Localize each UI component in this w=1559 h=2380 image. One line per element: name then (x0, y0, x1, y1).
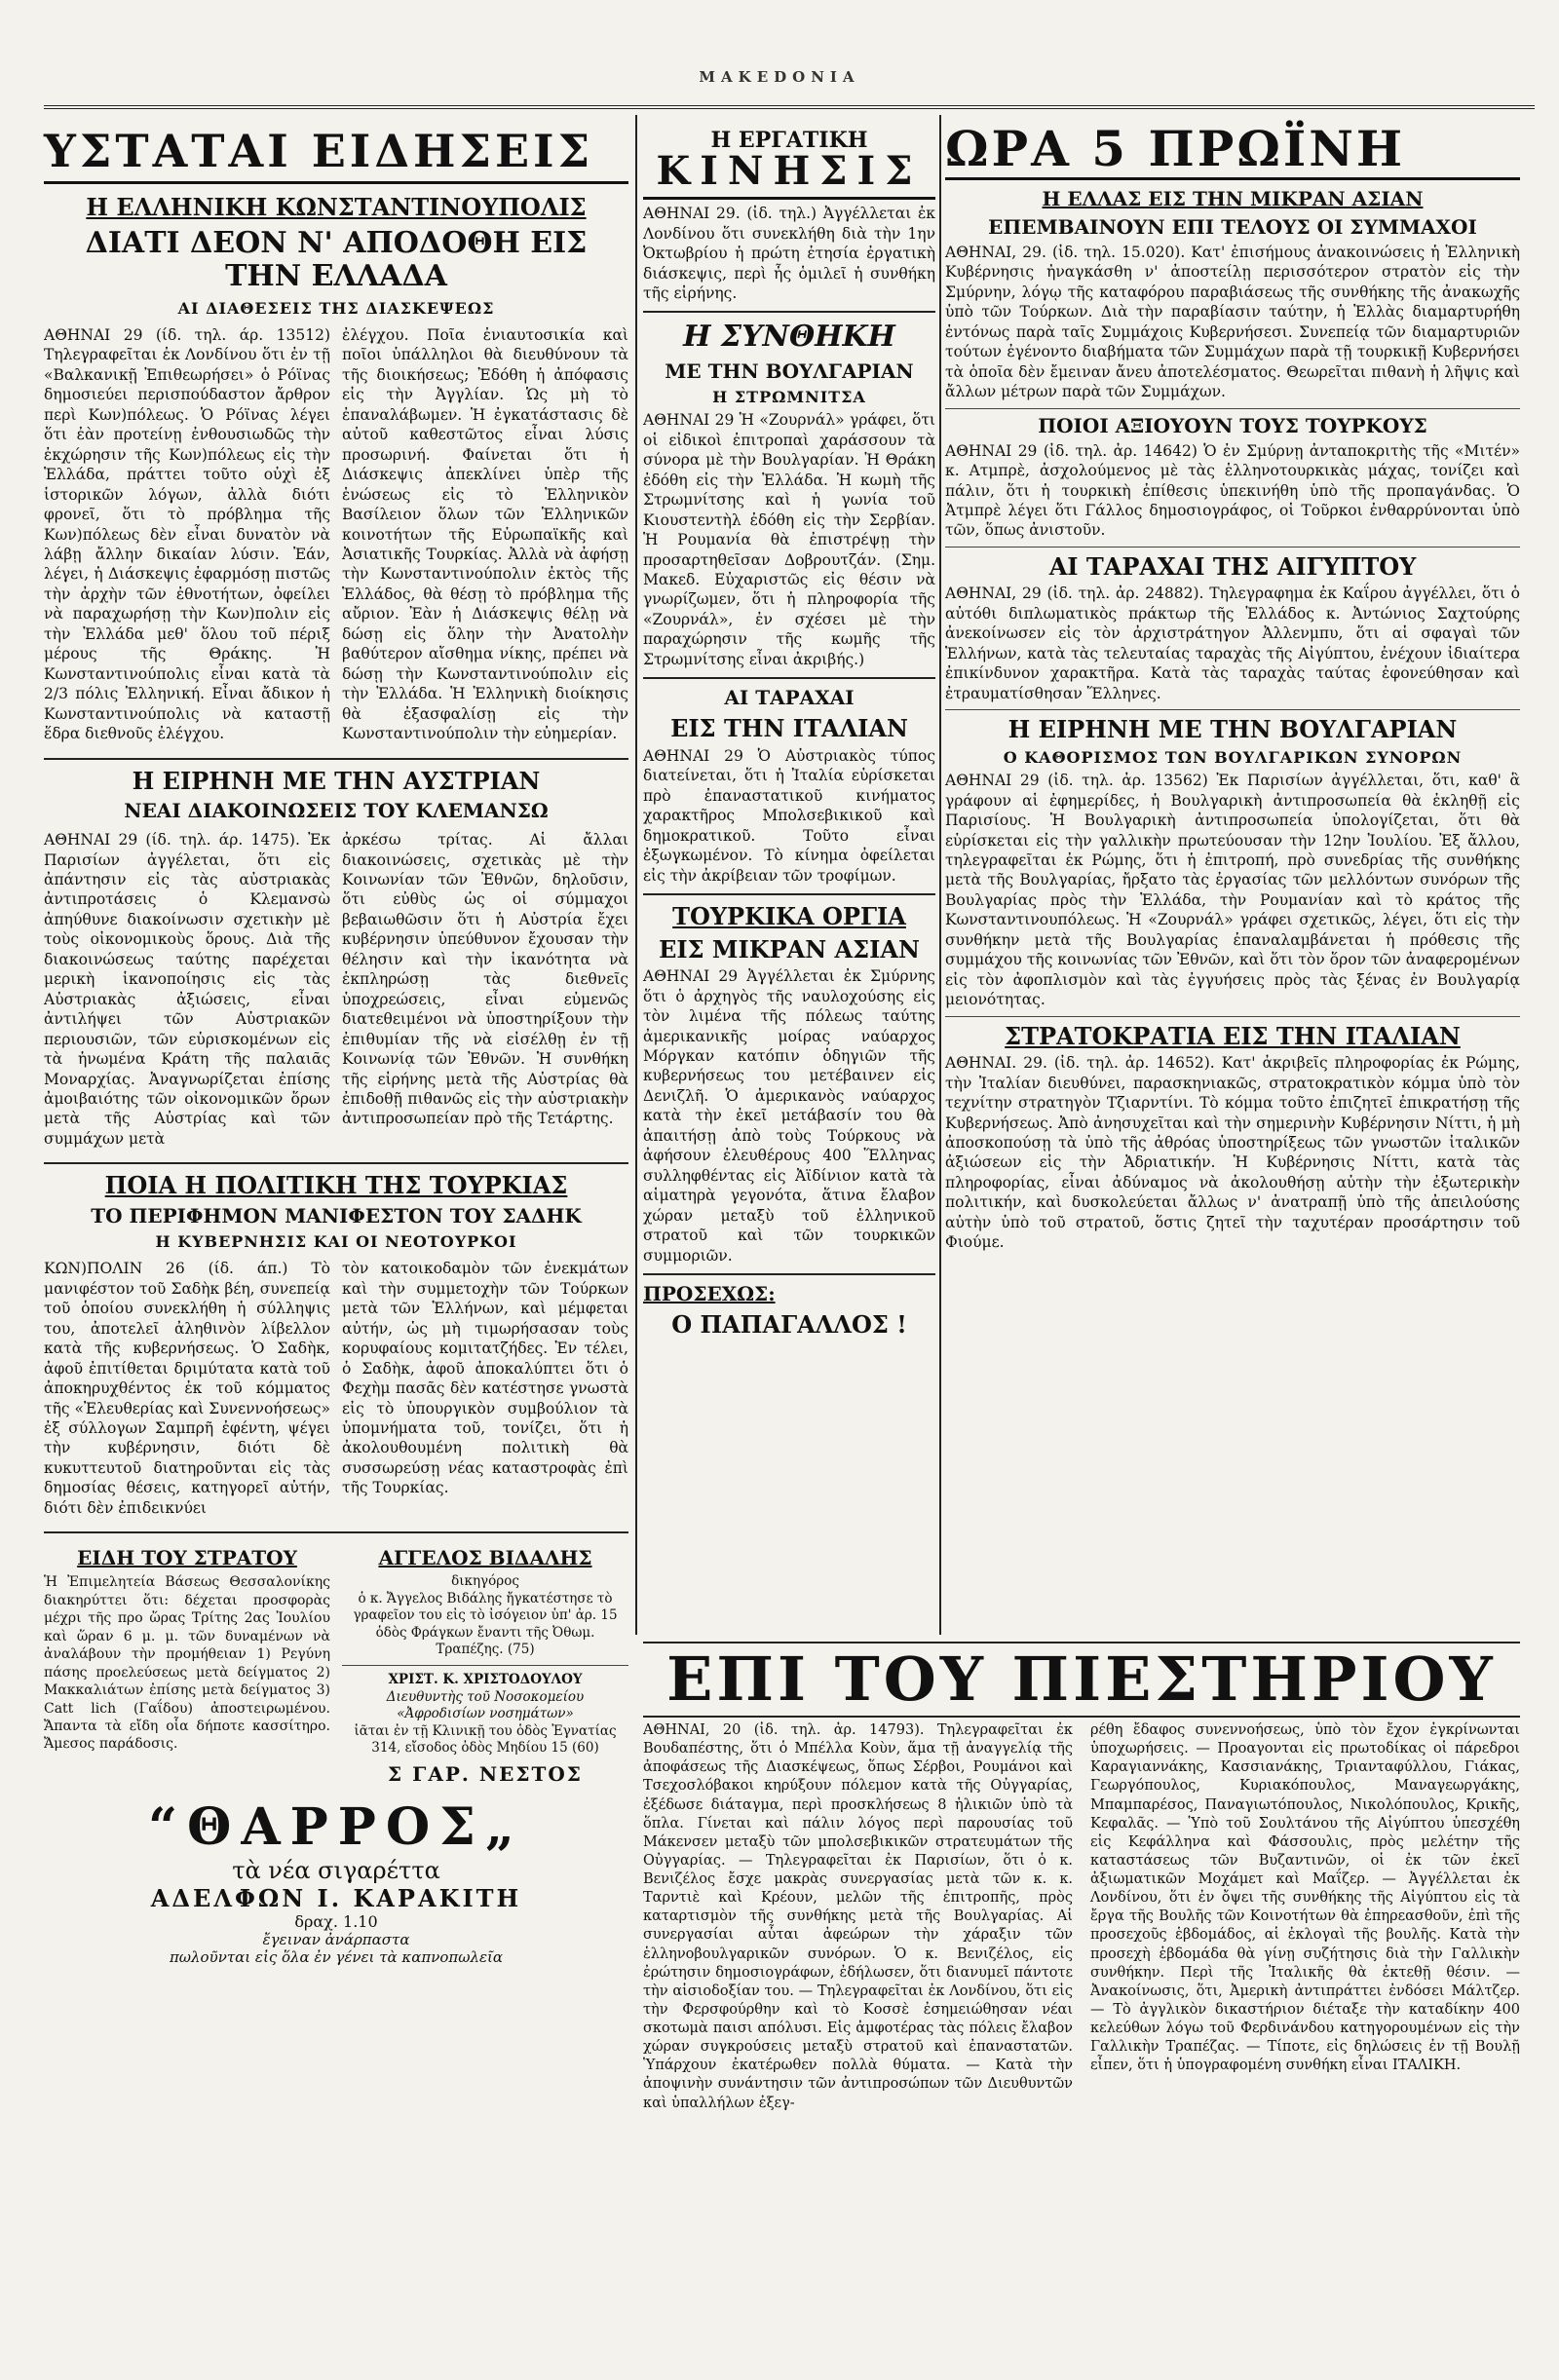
column-left (44, 115, 628, 1966)
article-text: ΑΘΗΝΑΙ 29 (ἰδ. τηλ. ἀρ. 14642) Ὁ ἐν Σμύρνῃ ἀνταποκριτὴς τῆς «Μιτέν» κ. Ατμπρὲ, ἀσχολούμενος μὲ τὰς ἑλληνοτουρκικὰς μάχας, τονίζει καὶ πάλιν, ὅτι ἡ τουρκικὴ ἐπίθεσις ὑπεκινήθη ὑπὸ τῆς προπαγάνδας. Ὁ Ἀτμπρὲ λέγει ὅτι Γάλλος δημοσιογράφος, οἱ Τοῦρκοι ἐνθαρρύνονται ὑπὸ τῶν, ὅπως ἀνιστοῦν. (945, 441, 1520, 540)
article-text-left: ΑΘΗΝΑΙ 29 (ίδ. τηλ. άρ. 1475). Ἐκ Παρισίων ἀγγέλεται, ὅτι εἰς ἀπάντησιν εἰς τὰς αὐστριακὰς ἀντιπροτάσεις ὁ Κλεμανσὼ ἀπηύθυνε διακοίνωσιν σχετικὴν μὲ τοὺς οἰκονομικοὺς ὅρους. Διὰ τῆς διακοινώσεως ταύτης παρέχεται μερικὴ ἱκανοποίησις εἰς τὰς Αὐστριακὰς ἀξιώσεις, εἶναι ἀντιλήψει τῶν Αὐστριακῶν περιουσιῶν, τῶν εὑρισκομένων εἰς τὰ ἡνωμένα Κράτη τῆς παλαιᾶς Μοναρχίας. Ἀναγνωρίζεται ἐπίσης ἀμοιβαιότης τῶν οἰκονομικῶν ὅρων μετὰ τῆς Αὐστρίας καὶ τῶν συμμάχων μετὰ (44, 831, 330, 1148)
article-kicker: ΠΟΙΑ Η ΠΟΛΙΤΙΚΗ ΤΗΣ ΤΟΥΡΚΙΑΣ (104, 1171, 568, 1200)
ad-subheading: δικηγόρος (451, 1573, 519, 1590)
article-text: ΑΘΗΝΑΙ 29. (ἰδ. τηλ.) Ἀγγέλλεται ἐκ Λονδίνου ὅτι συνεκλήθη διὰ τὴν 1ην Ὀκτωβρίου ἡ πρώτη ἐτησία ἐργατικὴ διάσκεψις, περὶ ἧς ὁμιλεῖ ἡ συνθήκη τῆς εἰρήνης. (643, 205, 935, 302)
ad-brand-footer: πωλοῦνται εἰς ὅλα ἐν γένει τὰ καπνοπωλεῖα (169, 1947, 504, 1966)
ad-army-supplies (44, 1541, 330, 1789)
article-kicker: Η ΕΛΛΗΝΙΚΗ ΚΩΝΣΤΑΝΤΙΝΟΥΠΟΛΙΣ (86, 193, 587, 221)
article-text: ΑΘΗΝΑΙ. 29. (ἰδ. τηλ. ἀρ. 14652). Κατ' ἀκριβεῖς πληροφορίας ἐκ Ρώμης, τὴν Ἰταλίαν διευθύνει, παρασκηνιακῶς, στρατοκρατικὸν κόμμα ὑπὸ τὸν τεχνίτην στρατηγὸν Τζιαρντίνι. Τὸ κόμμα τοῦτο ἐπιζητεῖ ἐπικρατήσῃ τῆς Κυβερνήσεως. Ἀπὸ ἀνησυχεῖται καὶ τὴν σημερινὴν Κυβέρνησιν Νίττι, ἡ μὴ ἀποσκοπούσῃ τὰ ὑπὸ τῆς ἀθρόας ὑποστηρίξεως τῶν γνωστῶν ἰταλικῶν ἀξιώσεων εἰς τὴν Ἀδριατικήν. Ἡ Κυβέρνησις Νίττι, κατὰ τὰς πληροφορίας, εἶναι ἀδύναμος νὰ ἀκολουθήσῃ αὐτὴν τὴν ἐξωτερικὴν πολιτικήν, καὶ δυσκολεύεται ἄλλως ν' ἀνατραπῇ ὑπὸ τῆς ἀπειλούσης αὐτὴν ὑπὸ τοῦ στρατοῦ, ὅστις ζητεῖ τὴν ταχυτέραν προσάρτησιν τοῦ Φιούμε. (945, 1054, 1520, 1252)
section-separator (44, 1162, 628, 1164)
column-middle (643, 115, 935, 1342)
article-text-left: ΑΘΗΝΑΙ 29 (ίδ. τηλ. άρ. 13512) Τηλεγραφεῖται ἐκ Λονδίνου ὅτι ἐν τῇ «Βαλκανικῇ Ἐπιθεωρήσει» ὁ Ρόϊνας δημοσιεύει περισπούδαστον ἄρθρον περὶ Κων)πόλεως. Ὁ Ρόϊνας λέγει ὅτι ἐὰν προτείνῃ ἐνθουσιωδῶς τὴν ἐκχώρησιν τῆς Κων)πόλεως εἰς τὴν Ἑλλάδα, πράττει τοῦτο οὐχὶ ἐξ ἱστορικῶν λόγων, ἀλλὰ διότι φρονεῖ, ὅτι τὸ πρόβλημα τῆς Κων)πόλεως δὲν εἶναι δυνατὸν νὰ λάβῃ ἄλλην δικαίαν λύσιν. Ἐάν, λέγει, ἡ Διάσκεψις ἐφαρμόσῃ πιστῶς τὴν ἀρχὴν τῶν ἐθνοτήτων, ὀφείλει νὰ παραχωρήσῃ τὴν Κων)πολιν εἰς τὴν Ἑλλάδα μεθ' ὅλου τοῦ πέριξ μέρους τῆς Θράκης. Ἡ Κωνσταντινούπολις εἶναι κατὰ τὰ 2/3 πόλις Ἑλληνική. Εἶναι ἄδικον ἡ Κωνσταντινούπολις νὰ καταστῇ ἕδρα διεθνοῦς ἐλέγχου. (44, 325, 330, 743)
article-subheadline: Ο ΚΑΘΟΡΙΣΜΟΣ ΤΩΝ ΒΟΥΛΓΑΡΙΚΩΝ ΣΥΝΟΡΩΝ (1003, 747, 1463, 767)
section-separator (44, 758, 628, 760)
top-rule (44, 105, 1535, 109)
press-news-section (643, 1642, 1520, 2119)
article-subheadline: ΜΕ ΤΗΝ ΒΟΥΛΓΑΡΙΑΝ (665, 359, 914, 383)
section-separator (643, 1273, 935, 1275)
article-text: ΑΘΗΝΑΙ 29 (ἰδ. τηλ. ἀρ. 13562) Ἐκ Παρισίων ἀγγέλλεται, ὅτι, καθ' ἃ γράφουν αἱ ἐφημερίδες, ἡ Βουλγαρικὴ ἀντιπροσωπεία θὰ ἐκληθῇ εἰς Παρισίους. Ἡ Βουλγαρικὴ ἀντιπροσωπεία ὑπολογίζεται, ὅτι θὰ εὑρίσκεται εἰς τὴν γαλλικὴν πρωτεύουσαν τὴν 12ην Ἰουλίου. Ἐξ ἄλλου, τηλεγραφεῖται ἐκ Ρώμης, ὅτι ἡ ἐπιτροπή, πρὸ συνεδρίας τῆς συνθήκης μετὰ τῆς Βουλγαρίας, ἤρξατο τὰς ἐργασίας τῶν μελλόντων συνόρων τῆς Βουλγαρίας πρὸς τὴν Ἑλλάδα, τὴν Ρουμανίαν καὶ τὸ κράτος τῆς Κωνσταντινουπόλεως. Ἡ «Ζουρνάλ» γράφει σχετικῶς, λέγει, ὅτι εἰς τὴν συνθήκην μετὰ τῆς Βουλγαρίας ἐπαναλαμβάνεται ἡ πρόθεσις τῆς συμμάχου τῆς κοινωνίας τῶν Ἐθνῶν, καὶ ὅτι τὸν ὅρον τῶν ἀναφερομένων εἰς τὸν ἀφοπλισμὸν καὶ τὰς ἐγγυήσεις πρὸς τὰς ξένας ἐν Βουλγαρίᾳ μειονότητας. (945, 772, 1520, 1009)
section-separator (643, 677, 935, 679)
section-separator (945, 547, 1520, 548)
section-title-ergatiki: Η ΕΡΓΑΤΙΚΗ (710, 128, 868, 153)
article-text: ΑΘΗΝΑΙ, 29 (ἰδ. τηλ. ἀρ. 24882). Τηλεγραφημα ἐκ Καΐρου ἀγγέλλει, ὅτι ὁ αὐτόθι διπλωματικὸς πράκτωρ τῆς Ἑλλάδος κ. Ἀντώνιος Σαχτούρης ἀνεκοίνωσεν εἰς τὸν ἀρχιστράτηγον Ἀλλενμπυ, ὅτι αἱ σφαγαὶ τῶν Ἑλλήνων, κατὰ τὰς τελευταίας ταραχὰς τῆς Αἰγύπτου, ἐνέχουν ἰδιαίτερα ἐπικίνδυνον χαρακτῆρα. Κατὰ τὰς ταραχὰς ταύτας ἐφονεύθησαν καὶ ἐτραυματίσθησαν Ἕλληνες. (945, 585, 1520, 702)
article-subheadline: ΝΕΑΙ ΔΙΑΚΟΙΝΩΣΕΙΣ ΤΟΥ ΚΛΕΜΑΝΣΩ (124, 799, 549, 823)
ad-subheading: Διευθυντὴς τοῦ Νοσοκομείου «Ἀφροδισίων νοσημάτων» (386, 1688, 585, 1722)
section-title-ystatai: ΥΣΤΑΤΑΙ ΕΙΔΗΣΕΙΣ (44, 115, 628, 184)
ad-text: Ἡ Ἐπιμελητεία Βάσεως Θεσσαλονίκης διακηρύττει ὅτι: δέχεται προσφορὰς μέχρι τῆς προ ὥρας Τρίτης 2ας Ἰουλίου καὶ ὥραν 6 μ. μ. τῶν δυναμένων νὰ ἀναλάβουν τὴν προμήθειαν 1) Ρεγύνη πάσης προελεύσεως μετὰ δείγματος 2) Μακκαλιάτων ἐπίσης μετὰ δείγματος 3) Catt lich (Γαΐδου) ἀποστειρωμένου. Ἄπαντα τὰ εἴδη οἷα δήποτε κασσίτηρο. Ἄμεσος παράδοσις. (44, 1574, 330, 1753)
section-separator (643, 311, 935, 313)
article-text-right: τὸν κατοικοδαμὸν τῶν ἐνεκμάτων καὶ τὴν συμμετοχὴν τῶν Τούρκων μετὰ τῶν Ἑλλήνων, καὶ μέμφεται αὐτήν, ὡς μὴ τιμωρήσασαν τοὺς κορυφαίους κομιτατζήδες. Ἐν τέλει, ὁ Σαδὴκ, ἀφοῦ ἀποκαλύπτει ὅτι ὁ Φεχὴμ πασᾶς δὲν κατέστησε γνωστὰ εἰς τὸ ὑπουργικὸν συμβούλιον τὰ ὑπομνήματα τοῦ, τονίζει, ὅτι ἡ ἀκολουθουμένη πολιτικὴ θὰ συσσωρεύσῃ νέας καταστροφὰς ἐπὶ τῆς Τουρκίας. (342, 1260, 628, 1497)
article-body (44, 321, 628, 750)
article-text: ΑΘΗΝΑΙ 29 Ὁ Αὐστριακὸς τύπος διατείνεται, ὅτι ἡ Ἰταλία εὑρίσκεται πρὸ ἐπαναστατικοῦ κινήματος χαρακτῆρος Μπολσεβικικοῦ καὶ δημοκρατικοῦ. Τοῦτο εἶναι ἐξωγκωμένον. Τὸ κίνημα ὀφείλεται εἰς τὴν ἀκρίβειαν τῶν τροφίμων. (643, 746, 935, 885)
ad-text: ὁ κ. Ἄγγελος Βιδάλης ἤγκατέστησε τὸ γραφεῖον του εἰς τὸ ἰσόγειον ὑπ' ἀρ. 15 ὁδὸς Φράγκων ἔναντι τῆς Ὀθωμ. Τραπέζης. (75) (353, 1590, 618, 1658)
article-subheadline: Η ΣΤΡΩΜΝΙΤΣΑ (712, 387, 866, 406)
article-headline: Η ΕΙΡΗΝΗ ΜΕ ΤΗΝ ΒΟΥΛΓΑΡΙΑΝ (1008, 715, 1458, 744)
article-headline: ΤΟ ΠΕΡΙΦΗΜΟΝ ΜΑΝΙΦΕΣΤΟΝ ΤΟΥ ΣΑΔΗΚ (91, 1203, 582, 1228)
column-divider-2 (939, 115, 941, 1635)
article-subheadline: Η ΚΥΒΕΡΝΗΣΙΣ ΚΑΙ ΟΙ ΝΕΟΤΟΥΡΚΟΙ (155, 1231, 517, 1251)
article-text-right: ἐλέγχου. Ποῖα ἐνιαυτοσικία καὶ ποῖοι ὑπάλληλοι θὰ διευθύνουν τὰ τῆς διοικήσεως; Ἐδόθη ἡ ἀπόφασις εἰς τὴν Ἀγγλίαν. Ὡς μὴ τὸ ἐπαναλάβωμεν. Ἡ ἐγκατάστασις δὲ αὐτοῦ καθεστῶτος εἶναι λύσις προσωρινή. Φαίνεται ὅτι ἡ Διάσκεψις ἀπεκλίνει ὑπὲρ τῆς ἑνώσεως εἰς τὸ Ἑλληνικὸν Βασίλειον ὅλων τῶν Ἑλληνικῶν κοινοτήτων τῆς Εὐρωπαϊκῆς καὶ Ἀσιατικῆς Τουρκίας. Ἀλλὰ νὰ ἀφήσῃ τὴν Κωνσταντινούπολιν ἐκτὸς τῆς Ἑλλάδος, θὰ θέσῃ τὸ πρόβλημα τῆς αὔριον. Ἐὰν ἡ Διάσκεψις θέλῃ νὰ δώσῃ εἰς ὅλην τὴν Ἀνατολὴν βαθύτερον αἴσθημα νίκης, πρέπει νὰ δώσῃ τὴν Κωνσταντινούπολιν εἰς τὴν Ἑλλάδα. Ἡ Ἑλληνικὴ διοίκησις θὰ ἐξασφαλίσῃ εἰς τὴν Κωνσταντινούπολιν τὴν εὐημερίαν. (342, 325, 628, 743)
article-headline: ΠΟΙΟΙ ΑΞΙΟΥΟΥΝ ΤΟΥΣ ΤΟΥΡΚΟΥΣ (1038, 413, 1427, 437)
ad-brand-maker: ΑΔΕΛΦΩΝ Ι. ΚΑΡΑΚΙΤΗ (150, 1883, 522, 1912)
ad-lawyer-doctor (342, 1541, 628, 1789)
article-subheadline: ΑΙ ΔΙΑΘΕΣΕΙΣ ΤΗΣ ΔΙΑΣΚΕΨΕΩΣ (177, 298, 495, 318)
ad-brand-note: ἔγειναν ἀνάρπαστα (262, 1930, 410, 1948)
ad-heading: ΑΓΓΕΛΟΣ ΒΙΔΑΛΗΣ (378, 1546, 592, 1570)
article-headline: Η ΣΥΝΘΗΚΗ (683, 320, 895, 355)
article-text-right: ἀρκέσω τρίτας. Αἱ ἄλλαι διακοινώσεις, σχετικὰς μὲ τὴν Κοινωνίαν τῶν Ἐθνῶν, δηλοῦσιν, ὅτι εὐθὺς ὡς οἱ σύμμαχοι βεβαιωθῶσιν ὅτι ἡ Αὐστρία ἔχει κυβέρνησιν ὑπεύθυνον ἔχουσαν τὴν θέλησιν καὶ τὴν ἱκανότητα νὰ ἐκπληρώσῃ τὰς διεθνεῖς ὑποχρεώσεις, εἶναι εὐμενῶς διατεθειμένοι νὰ ὑποστηρίξουν τὴν ἐπιθυμίαν τῆς νὰ εἰσέλθῃ ἐν τῇ Κοινωνίᾳ τῶν Ἐθνῶν. Ἡ συνθήκη τῆς εἰρήνης μετὰ τῆς Αὐστρίας θὰ ἐπιδοθῇ πιθανῶς εἰς τὴν αὐστριακὴν ἀντιπροσωπείαν πρὸ τῆς Τετάρτης. (342, 831, 628, 1128)
section-title-epi: ΕΠΙ ΤΟΥ ΠΙΕΣΤΗΡΙΟΥ (666, 1643, 1497, 1715)
section-separator (643, 893, 935, 895)
section-separator (945, 1016, 1520, 1017)
notice-prosechos: ΠΡΟΣΕΧΩΣ: (643, 1281, 776, 1305)
ad-heading: ΧΡΙΣΤ. Κ. ΧΡΙΣΤΟΔΟΥΛΟΥ (388, 1671, 583, 1687)
article-kicker: Η ΕΛΛΑΣ ΕΙΣ ΤΗΝ ΜΙΚΡΑΝ ΑΣΙΑΝ (1042, 187, 1424, 210)
article-headline: ΑΙ ΤΑΡΑΧΑΙ (724, 686, 855, 710)
article-subheadline: ΕΙΣ ΜΙΚΡΑΝ ΑΣΙΑΝ (659, 934, 920, 963)
article-headline: ΤΟΥΡΚΙΚΑ ΟΡΓΙΑ (672, 902, 906, 930)
section-title-kiniseis: ΚΙΝΗΣΙΣ (643, 152, 935, 200)
article-text-right: ρέθη ἔδαφος συνεννοήσεως, ὑπὸ τὸν ἔχον ἐγκρίνωνται ὑποχωρήσεις. — Προαγονται εἰς πρωτοδίκας οἱ πάρεδροι Καραγιαννάκης, Κασσιανάκης, Τριανταφύλλου, Γιάκας, Γεωργόπουλος, Κυριακόπουλος, Μαναγεωργάκης, Μπαμπαρέσος, Παναγιωτόπουλος, Νικολόπουλος, Κρικῆς, Κεφαλᾶς. — Ὑπὸ τοῦ Σουλτάνου τῆς Αἰγύπτου ὑπεσχέθη εἰς Κεφάλληνα καὶ Φάσσουλις, πρὸς μελέτην τῆς καταστάσεως τῶν Βυζαντινῶν, οἱ ἐκ τῶν ἐκεῖ ἀξιωματικῶν Μοχάμετ καὶ Μαΐζερ. — Ἀγγέλλεται ἐκ Λονδίνου, ὅτι ἐν ὄψει τῆς συνθήκης τῆς Αἰγύπτου εἰς τὰ ἔργα τῆς Βουλῆς τῶν Κοινοτήτων θὰ ἐπηρεασθοῦν, ἐπὶ τῆς προσεχοῦς ἑβδομάδος, αἱ ἐκλογαὶ τῆς βουλῆς. Κατὰ τὴν προσεχὴ ἑβδομάδα θὰ γίνῃ συζήτησις διὰ τὴν Γαλλικὴν συνθήκην. Περὶ τῆς Ἰταλικῆς θὰ ἐκτεθῇ θέσιν. — Ἀνακοίνωσις, ὅτι, Ἀμερικὴ ἀντιπράττει ἐνδόσει Μάλτζερ. — Τὸ ἀγγλικὸν δικαστήριον διέταξε τὴν καταδίκην 400 κελεύθων λόγω τοῦ Φερδινάνδου κατηγορουμένων εἰς τὴν Γαλλικὴν Τραπέζας. — Τίποτε, εἰς δηλώσεις ἐν τῇ Βουλῇ εἶπεν, ὅτι ἡ ὑπογραφομένη συνθήκη εἶναι ΙΤΑΛΙΚΗ. (1090, 1722, 1520, 2074)
ad-text: ἰᾶται ἐν τῇ Κλινικῇ του ὁδὸς Ἐγνατίας 314, εἴσοδος ὁδὸς Μηδίου 15 (60) (354, 1722, 617, 1757)
classified-ads (44, 1541, 628, 1789)
ad-nestos: Σ ΓΑΡ. ΝΕΣΤΟΣ (388, 1761, 583, 1786)
ad-brand-subtitle: τὰ νέα σιγαρέττα (232, 1856, 440, 1884)
article-headline: Η ΕΙΡΗΝΗ ΜΕ ΤΗΝ ΑΥΣΤΡΙΑΝ (132, 766, 541, 795)
article-headline: ΔΙΑΤΙ ΔΕΟΝ Ν' ΑΠΟΔΟΘΗ ΕΙΣ ΤΗΝ ΕΛΛΑΔΑ (85, 225, 588, 294)
article-body (643, 1718, 1520, 2119)
column-right (945, 115, 1520, 1259)
ad-separator (342, 1665, 628, 1666)
section-separator (44, 1531, 628, 1533)
article-text-left: ΑΘΗΝΑΙ, 20 (ἰδ. τηλ. ἀρ. 14793). Τηλεγραφεῖται ἐκ Βουδαπέστης, ὅτι ὁ Μπέλλα Κοὺν, ἅμα τῇ ἀναγγελίᾳ τῆς ἀποφάσεως τῆς Διασκέψεως, ὅπως Σέρβοι, Ρουμάνοι καὶ Τσεχοσλόβακοι κηρύξουν πόλεμον κατὰ τῆς Οὐγγαρίας, ἐξέδωσε διάταγμα, περὶ προσκλήσεως 8 ἡλικιῶν ὑπὸ τὰ ὅπλα. Γίνεται καὶ πάλιν λόγος περὶ παρουσίας τοῦ Μάκενσεν μεταξὺ τῶν μπολσεβικικῶν στρατευμάτων τῆς Οὐγγαρίας. — Τηλεγραφεῖται ἐκ Παρισίων, ὅτι ὁ κ. Βενιζέλος ἔσχε μακρὰς συνεργασίας μετὰ τῶν κ. κ. Ταρντιὲ καὶ Κρέουν, μελῶν τῆς ἐπιτροπῆς, πρὸς καταρτισμὸν τῆς συνθήκης μετὰ τῆς Βουλγαρίας. Αἱ συνεργασίαι αὗται ἀφεώρων τὴν χάραξιν τῶν ἑλληνοβουλγαρικῶν συνόρων. Ὁ κ. Βενιζέλος, εἰς ἐρώτησιν δημοσιογράφων, ἐδήλωσεν, ὅτι διανυμεῖ πάντοτε τὴν αἰσιοδοξίαν του. — Τηλεγραφεῖται ἐκ Λονδίνου, ὅτι εἰς τὴν Φερσφούρθην καὶ τὸ Κοσσὲ ἐσημειώθησαν νέαι σκοτωμὰ παισι απόλυσι. Εἰς ἀμφοτέρας τὰς πόλεις ἔλαβον χώραν συγκρούσεις μεταξὺ στρατοῦ καὶ ἐπαναστατῶν. Ὑπάρχουν ἐκατέρωθεν πολλὰ θύματα. — Κατὰ τὴν ἀποψινὴν συνάντησιν τῶν ἀντιπροσώπων τῶν Διευθυντῶν καὶ ὑπαλλήλων ἐξεγ- (643, 1722, 1073, 2111)
article-headline: ΣΤΡΑΤΟΚΡΑΤΙΑ ΕΙΣ ΤΗΝ ΙΤΑΛΙΑΝ (1005, 1021, 1461, 1050)
article-body (44, 1255, 628, 1524)
ad-heading: ΕΙΔΗ ΤΟΥ ΣΤΡΑΤΟΥ (77, 1546, 297, 1570)
article-headline: ΕΠΕΜΒΑΙΝΟΥΝ ΕΠΙ ΤΕΛΟΥΣ ΟΙ ΣΥΜΜΑΧΟΙ (988, 215, 1477, 239)
column-divider-1 (635, 115, 637, 1635)
article-text: ΑΘΗΝΑΙ, 29. (ἰδ. τηλ. 15.020). Κατ' ἐπισήμους ἀνακοινώσεις ἡ Ἑλληνικὴ Κυβέρνησις ἠναγκάσθη ν' ἀποστείλῃ περισσότερον στρατὸν εἰς τὴν Σμύρνην, λόγῳ τῆς καταφόρου παραβιάσεως τῆς συνθήκης τῆς ἀνακωχῆς ὑπὸ τῶν Τούρκων. Διὰ τὴν παραβίασιν ταύτην, ἡ Ἑλλὰς διαμαρτυρήθη ἐντόνως παρὰ ταῖς Συμμάχοις Κυβερνήσεσι. Συνεπείᾳ τῶν διαμαρτυριῶν τούτων ἐγένοντο διαβήματα τῶν Συμμάχων παρὰ τῇ τουρκικῇ Κυβερνήσει τὰ ὁποῖα δὲν ἔμειναν ἄνευ ἀποτελέσματος. Θεωρεῖται πιθανὴ ἡ λῆψις καὶ ἄλλων μέτρων παρὰ τῶν Συμμάχων. (945, 244, 1520, 401)
article-body (44, 826, 628, 1154)
section-separator (945, 709, 1520, 710)
ad-brand-tharros: “ΘΑΡΡΟΣ„ (148, 1796, 524, 1857)
section-title-ora: ΩΡΑ 5 ΠΡΩΪΝΗ (945, 115, 1520, 180)
article-text: ΑΘΗΝΑΙ 29 Ἡ «Ζουρνάλ» γράφει, ὅτι οἱ εἰδικοὶ ἐπιτροπαὶ χαράσσουν τὰ σύνορα μὲ τὴν Βουλγαρίαν. Ἡ Θράκη ἐδόθη εἰς τὴν Ἑλλάδα. Ἡ κωμὴ τῆς Στρωμνίτσης καὶ ἡ γωνία τοῦ Κιουστεντὴλ ἐδόθη εἰς τὴν Σερβίαν. Ἡ Ρουμανία θὰ ἐπιστρέψῃ τὴν προσαρτηθεῖσαν Δοβρουτζάν. (Σημ. Μακεδ. Εὐχαριστῶς εἰς θέσιν νὰ γνωρίζωμεν, ὅτι ἡ πληροφορία τῆς «Ζουρνάλ», ἐν σχέσει μὲ τὴν παραχώρησιν τῆς κωμῆς τῆς Στρωμνίτσης εἶναι ἀκριβής.) (643, 411, 935, 668)
notice-papagallos: Ο ΠΑΠΑΓΑΛΛΟΣ ! (671, 1309, 907, 1339)
article-text: ΑΘΗΝΑΙ 29 Ἀγγέλλεται ἐκ Σμύρνης ὅτι ὁ ἀρχηγὸς τῆς ναυλοχούσης εἰς τὸν λιμένα τῆς πόλεως ταύτης ἀμερικανικῆς μοίρας ναύαρχος Μόργκαν κατόπιν ὁδηγιῶν τῆς κυβερνήσεως του μετέβαινεν εἰς Δενιζλῆ. Ὁ ἀμερικανὸς ναύαρχος κατὰ τὴν ἐκεῖ μετάβασίν του θὰ ἀπαιτήσῃ ἀπὸ τοὺς Τούρκους νὰ ἀφήσουν ἐλευθέρους 400 Ἕλληνας συλληφθέντας εἰς Ἀϊδίνιον κατὰ τὰ αἱματηρὰ γεγονότα, ἅτινα ἔλαβον χώραν μεταξὺ τοῦ ἑλληνικοῦ στρατοῦ καὶ τῶν τουρκικῶν συμμοριῶν. (643, 967, 935, 1265)
ad-brand-price: δραχ. 1.10 (294, 1911, 378, 1931)
section-separator (945, 408, 1520, 409)
article-subheadline: ΕΙΣ ΤΗΝ ΙΤΑΛΙΑΝ (670, 714, 908, 743)
masthead: MAKEDONIA (699, 68, 860, 86)
article-headline: ΑΙ ΤΑΡΑΧΑΙ ΤΗΣ ΑΙΓΥΠΤΟΥ (1048, 551, 1417, 581)
article-text-left: ΚΩΝ)ΠΟΛΙΝ 26 (ίδ. άπ.) Τὸ μανιφέστον τοῦ Σαδὴκ βέη, συνεπείᾳ τοῦ ὁποίου συνεκλήθη ἡ σύλληψις του, ἀποτελεῖ ἀληθινὸν λίβελλον κατὰ τῆς κυβερνήσεως. Ὁ Σαδὴκ, ἀφοῦ ἐπιτίθεται δριμύτατα κατὰ τοῦ ἀποκηρυχθέντος ἐκ τοῦ κόμματος τῆς «Ἐλευθερίας καὶ Συνεννοήσεως» ἐξ σύλλογων Σαμπρῆ ἐφέντη, ψέγει τὴν κυβέρνησιν, διότι δὲ κυκυττευτοῦ διατηροῦνται εἰς τὰς δημοσίας θέσεις, κατηγορεῖ αὐτήν, διότι δὲν ἐπιδεικνύει (44, 1260, 330, 1517)
